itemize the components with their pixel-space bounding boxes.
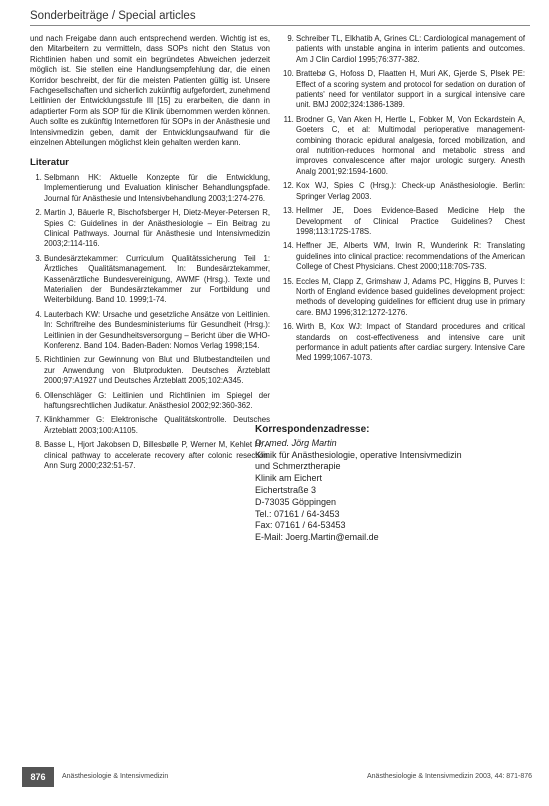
journal-citation: Anästhesiologie & Intensivmedizin 2003, 44: 871-876: [367, 773, 532, 780]
body-paragraph: und nach Freigabe dann auch entsprechend werden. Wichtig ist es, den Mitarbeitern zu vermitteln, dass SOPs nicht den Status von Richtlinien haben und somit ein begründetes Abweichen jederzeit möglich ist. Sie stellen eine Handlungsempfehlung dar, die einen Korridor beschreibt, der für die meisten Patienten gültig ist. Unsere Fachgesellschaften und sicherlich zukünftig aufgefordert, zunehmend Leitlinien der Entwicklungsstufe III [15] zu erarbeiten, die dann in adaptierter Form als SOP für die Klinik übernommen werden können. Auch sollte es zukünftig Internetforen für SOPs in der Anästhesie und Intensivmedizin geben, damit der Entwicklungsaufwand für die einzelnen Abteilungen möglichst klein gehalten werden kann.: [30, 34, 270, 148]
correspondence-block: [255, 424, 525, 544]
reference-item: 5. Richtlinien zur Gewinnung von Blut und Blutbestandteilen und zur Anwendung von Blutprodukten. Deutsches Ärzteblatt 2000;97:A1927 und Deutsches Ärzteblatt 2005;102:A345.: [44, 355, 270, 386]
page-number: 876: [22, 767, 54, 787]
reference-item: 1. Selbmann HK: Aktuelle Konzepte für die Entwicklung, Implementierung und Evaluation klinischer Behandlungspfade. Journal für Anästhesie und Intensivbehandlung 2003;1:274-276.: [44, 173, 270, 204]
reference-item: 15. Eccles M, Clapp Z, Grimshaw J, Adams PC, Higgins B, Purves I: North of England evidence based guidelines development project: methods of developing guidelines for efficient drug use in primary care. BMJ 1996;312:1272-1276.: [296, 277, 525, 319]
address-line: D-73035 Göppingen: [255, 496, 337, 507]
reference-item: 13. Hellmer JE, Does Evidence-Based Medicine Help the Development of Clinical Practice Guidelines? Chest 1998;113:172S-178S.: [296, 206, 525, 237]
reference-item: 2. Martin J, Bäuerle R, Bischofsberger H, Dietz-Meyer-Petersen R, Spies C: Guidelines in der Anästhesiologie – Ein Beitrag zu Clinical Pathways. Journal für Anästhesie und Intensivmedizin 2003;2:114-116.: [44, 208, 270, 250]
left-column: [30, 34, 270, 475]
reference-item: 11. Brodner G, Van Aken H, Hertle L, Fobker M, Von Eckardstein A, Goeters C, et al: Multimodal perioperative management-combining thoracic epidural analgesia, forced mobilization, and oral nutrition-reduces hormonal and metabolic stress and improves convalescence after major urologic surgery. Anesth Analg 2001;92:1594-1600.: [296, 115, 525, 177]
fax-line: Fax: 07161 / 64-53453: [255, 520, 346, 531]
reference-item: 10. Brattebø G, Hofoss D, Flaatten H, Muri AK, Gjerde S, Plsek PE: Effect of a scoring system and protocol for sedation on duration of patients' need for ventilator support in a surgical intensive care unit. BMJ 2002;324:1386-1389.: [296, 69, 525, 111]
reference-item: 3. Bundesärztekammer: Curriculum Qualitätssicherung Teil 1: Ärztliches Qualitätsmanagement. In: Bundesärztekammer, Kassenärztliche Bundesvereinigung, AWMF (Hrsg.). Texte und Materialien der Bundesärztekammer zur Fortbildung und Weiterbildung. Band 10. 1999;1-74.: [44, 254, 270, 306]
reference-item: 14. Heffner JE, Alberts WM, Irwin R, Wunderink R: Translating guidelines into clinical practice: recommendations of the American College of Chest Physicians. Chest 2000;118:70S-73S.: [296, 241, 525, 272]
reference-item: 12. Kox WJ, Spies C (Hrsg.): Check-up Anästhesiologie. Berlin: Springer Verlag 2003.: [296, 181, 525, 202]
literature-heading: Literatur: [30, 157, 69, 169]
reference-item: 8. Basse L, Hjort Jakobsen D, Billesbølle P, Werner M, Kehlet H: A clinical pathway to accelerate recovery after colonic resection. Ann Surg 2000;232:51-57.: [44, 440, 270, 471]
right-column: [280, 34, 525, 368]
reference-list-left: [30, 173, 270, 472]
reference-item: 16. Wirth B, Kox WJ: Impact of Standard procedures and critical standards on cost-effectiveness and intensive care unit performance in adult patients after cardiac surgery. Intensive Care Med 1999;1067-1073.: [296, 322, 525, 364]
reference-item: 6. Ollenschläger G: Leitlinien und Richtlinien im Spiegel der haftungsrechtlichen Judikatur. Anästhesiol 2002;92:360-362.: [44, 391, 270, 412]
page-footer: [22, 767, 532, 787]
address-line: Eichertstraße 3: [255, 484, 317, 495]
email-line: E-Mail: Joerg.Martin@email.de: [255, 532, 379, 543]
phone-line: Tel.: 07161 / 64-3453: [255, 508, 340, 519]
journal-name: Anästhesiologie & Intensivmedizin: [62, 773, 169, 780]
reference-item: 4. Lauterbach KW: Ursache und gesetzliche Ansätze von Leitlinien. In: Schriftreihe des Bundesministeriums für Gesundheit (Hrsg.): Leitlinien in der Gesundheitsversorgung – Bericht über die WHO-Konferenz. Band 104. Baden-Baden: Nomos Verlag 1998;154.: [44, 310, 270, 352]
running-header: [30, 10, 530, 26]
section-label: Sonderbeiträge / Special articles: [30, 10, 196, 22]
reference-list-right: [280, 34, 525, 364]
author-name: Dr. med. Jörg Martin: [255, 437, 337, 448]
address-line: und Schmerztherapie: [255, 461, 341, 472]
reference-item: 7. Klinkhammer G: Elektronische Qualitätskontrolle. Deutsches Ärzteblatt 2003;100:A1105.: [44, 415, 270, 436]
reference-item: 9. Schreiber TL, Elkhatib A, Grines CL: Cardiological management of patients with unstable angina in interim patients and outcomes. Am J Clin Cardiol 1995;76:377-382.: [296, 34, 525, 65]
address-line: Klinik am Eichert: [255, 473, 323, 484]
address-line: Klinik für Anästhesiologie, operative Intensivmedizin: [255, 449, 462, 460]
correspondence-heading: Korrespondenzadresse:: [255, 424, 370, 435]
